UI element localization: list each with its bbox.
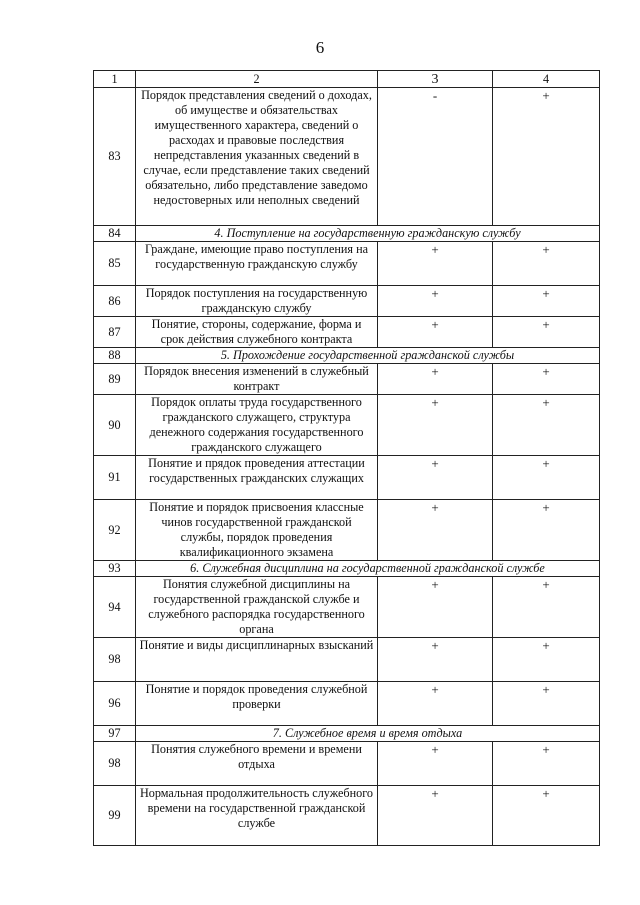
col3-mark: + — [378, 317, 493, 348]
row-number: 87 — [94, 317, 136, 348]
col3-mark: + — [378, 742, 493, 786]
row-number: 93 — [94, 561, 136, 577]
topic-text: Понятие, стороны, содержание, форма и срок действия служебного контракта — [136, 317, 378, 348]
table-row — [94, 638, 600, 682]
topic-text: Порядок представления сведений о доходах, об имуществе и обязательствах имущественного характера, сведений о расходах и правовые последствия непредставления указанных сведений в случае, если представление таких сведений обязательно, либо представление заведомо недостоверных или неполных сведений — [136, 88, 378, 226]
row-number: 84 — [94, 226, 136, 242]
row-number: 85 — [94, 242, 136, 286]
topic-text: Нормальная продолжительность служебного времени на государственной гражданской службе — [136, 786, 378, 846]
topic-text: Понятия служебного времени и времени отдыха — [136, 742, 378, 786]
col4-mark: + — [493, 286, 600, 317]
col3-mark: + — [378, 577, 493, 638]
header-row — [94, 71, 600, 88]
table-row — [94, 682, 600, 726]
table-row — [94, 242, 600, 286]
table-row — [94, 317, 600, 348]
section-title: 5. Прохождение государственной гражданской службы — [136, 348, 600, 364]
table-row — [94, 88, 600, 226]
col3-mark: + — [378, 242, 493, 286]
table-row — [94, 786, 600, 846]
col3-mark: + — [378, 286, 493, 317]
table-body — [94, 88, 600, 846]
section-row — [94, 348, 600, 364]
table-row — [94, 364, 600, 395]
row-number: 88 — [94, 348, 136, 364]
col3-mark: + — [378, 500, 493, 561]
row-number: 90 — [94, 395, 136, 456]
col3-mark: + — [378, 395, 493, 456]
section-title: 6. Служебная дисциплина на государственной гражданской службе — [136, 561, 600, 577]
topic-text: Порядок оплаты труда государственного гражданского служащего, структура денежного содержания государственного гражданского служащего — [136, 395, 378, 456]
table-row — [94, 577, 600, 638]
col4-mark: + — [493, 742, 600, 786]
table-row — [94, 456, 600, 500]
col4-mark: + — [493, 395, 600, 456]
topic-text: Понятие и прядок проведения аттестации государственных гражданских служащих — [136, 456, 378, 500]
row-number: 99 — [94, 786, 136, 846]
table-row — [94, 742, 600, 786]
topic-text: Понятие и виды дисциплинарных взысканий — [136, 638, 378, 682]
col3-mark: + — [378, 364, 493, 395]
table-row — [94, 395, 600, 456]
col4-mark: + — [493, 786, 600, 846]
col4-mark: + — [493, 242, 600, 286]
col3-mark: + — [378, 682, 493, 726]
row-number: 98 — [94, 742, 136, 786]
table-row — [94, 500, 600, 561]
col4-mark: + — [493, 638, 600, 682]
row-number: 97 — [94, 726, 136, 742]
col4-mark: + — [493, 682, 600, 726]
header-col-3: 3 — [378, 71, 493, 88]
header-col-4: 4 — [493, 71, 600, 88]
section-title: 4. Поступление на государственную гражданскую службу — [136, 226, 600, 242]
header-col-1: 1 — [94, 71, 136, 88]
section-row — [94, 561, 600, 577]
section-title: 7. Служебное время и время отдыха — [136, 726, 600, 742]
topics-table — [93, 70, 600, 846]
topic-text: Граждане, имеющие право поступления на государственную гражданскую службу — [136, 242, 378, 286]
section-row — [94, 226, 600, 242]
col4-mark: + — [493, 88, 600, 226]
topic-text: Порядок поступления на государственную гражданскую службу — [136, 286, 378, 317]
col4-mark: + — [493, 364, 600, 395]
row-number: 86 — [94, 286, 136, 317]
topic-text: Понятие и порядок присвоения классные чинов государственной гражданской службы, порядок проведения квалификационного экзамена — [136, 500, 378, 561]
col4-mark: + — [493, 456, 600, 500]
col3-mark: + — [378, 786, 493, 846]
header-col-2: 2 — [136, 71, 378, 88]
topic-text: Порядок внесения изменений в служебный контракт — [136, 364, 378, 395]
col4-mark: + — [493, 577, 600, 638]
row-number: 96 — [94, 682, 136, 726]
page-number: 6 — [315, 38, 325, 57]
row-number: 98 — [94, 638, 136, 682]
col3-mark: + — [378, 638, 493, 682]
section-row — [94, 726, 600, 742]
row-number: 92 — [94, 500, 136, 561]
col4-mark: + — [493, 500, 600, 561]
table-row — [94, 286, 600, 317]
topic-text: Понятия служебной дисциплины на государственной гражданской службе и служебного распорядка государственного органа — [136, 577, 378, 638]
col3-mark: + — [378, 456, 493, 500]
topic-text: Понятие и порядок проведения служебной проверки — [136, 682, 378, 726]
col3-mark: - — [378, 88, 493, 226]
row-number: 83 — [94, 88, 136, 226]
row-number: 91 — [94, 456, 136, 500]
col4-mark: + — [493, 317, 600, 348]
row-number: 94 — [94, 577, 136, 638]
row-number: 89 — [94, 364, 136, 395]
